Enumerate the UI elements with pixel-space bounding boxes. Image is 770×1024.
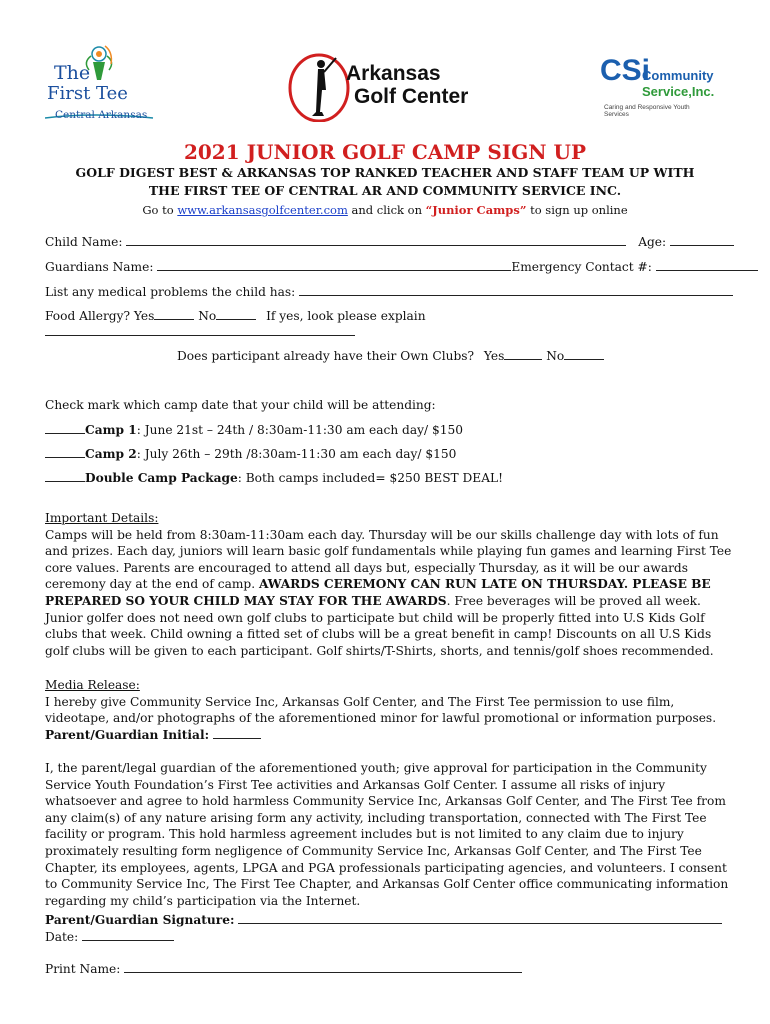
child-name-label: Child Name:	[45, 235, 123, 249]
awards-warning: AWARDS CEREMONY CAN RUN LATE ON THURSDAY. PLEASE BE PREPARED SO YOUR CHILD MAY STAY FOR THE AWARDS	[45, 577, 711, 608]
date-label: Date:	[45, 930, 79, 944]
print-name-row	[45, 961, 522, 976]
signature-row	[45, 912, 722, 927]
subtitle-line2: THE FIRST TEE OF CENTRAL AR AND COMMUNITY SERVICE INC.	[148, 183, 622, 198]
medical-label: List any medical problems the child has:	[45, 285, 296, 299]
print-name-field[interactable]	[124, 961, 522, 973]
important-text-2: . Free beverages will be proved all week. Junior golfer does not need own golf clubs to participate but child will be properly fitted into U.S Kids Golf clubs that week. Child owning a fitted set of clubs will be a great benefit in camp! Discounts on all U.S Kids golf clubs will be given to each participant. Golf shirts/T-Shirts, shorts, and tennis/golf shoes recommended.	[45, 593, 714, 658]
camp2-checkbox[interactable]	[45, 446, 85, 458]
media-release-section	[45, 677, 733, 743]
clubs-yes-field[interactable]	[504, 348, 542, 360]
own-clubs-label: Does participant already have their Own Clubs?	[177, 349, 475, 363]
emergency-contact-label: Emergency Contact #:	[511, 260, 652, 274]
agc-line1: Arkansas	[346, 62, 441, 85]
initial-field[interactable]	[213, 727, 261, 739]
date-field[interactable]	[82, 929, 174, 941]
double-camp-row	[45, 470, 503, 485]
medical-field[interactable]	[299, 284, 733, 296]
age-label: Age:	[638, 235, 667, 249]
golfer-icon	[288, 50, 350, 122]
junior-camps-text: “Junior Camps”	[425, 203, 527, 217]
arkansas-golf-center-logo	[288, 50, 488, 122]
clubs-yes-label: Yes	[483, 349, 505, 363]
important-details-section	[45, 510, 733, 659]
double-camp-name: Double Camp Package	[85, 471, 238, 485]
print-name-label: Print Name:	[45, 962, 121, 976]
liability-text: I, the parent/legal guardian of the aforementioned youth; give approval for participation in the Community Service Youth Foundation’s First Tee activities and Arkansas Golf Center. I assume all risks of injury whatsoever and agree to hold harmless Community Service Inc, Arkansas Golf Center, and The First Tee from any claim(s) of any nature arising form any activity, including transportation, connected with The First Tee facility or program. This hold harmless agreement includes but is not limited to any claim due to injury proximately resulting form negligence of Community Service Inc, Arkansas Golf Center, and The First Tee Chapter, its employees, agents, LPGA and PGA professionals participating agencies, and volunteers. I consent to Community Service Inc, The First Tee Chapter, and Arkansas Golf Center office communicating information regarding my child’s participation via the Internet.	[45, 761, 729, 908]
explain-field[interactable]	[45, 335, 355, 336]
own-clubs-row	[177, 348, 604, 363]
csi-line2: Service,Inc.	[642, 84, 715, 99]
csi-tagline: Caring and Responsive Youth Services	[604, 104, 690, 118]
signature-field[interactable]	[238, 912, 722, 924]
guardian-row	[45, 259, 758, 274]
csi-logo	[596, 44, 716, 124]
camp2-name: Camp 2	[85, 447, 137, 461]
allergy-no-label: No	[198, 309, 217, 323]
important-details-heading: Important Details:	[45, 511, 159, 525]
child-name-field[interactable]	[126, 234, 626, 246]
camp1-detail: : June 21st – 24th / 8:30am-11:30 am each day/ $150	[136, 423, 463, 437]
intro-end: to sign up online	[530, 203, 628, 217]
food-allergy-label: Food Allergy? Yes	[45, 309, 155, 323]
media-release-heading: Media Release:	[45, 678, 140, 692]
important-details-text	[45, 527, 733, 660]
media-release-text: I hereby give Community Service Inc, Arkansas Golf Center, and The First Tee permission to use film, videotape, and/or photographs of the aforementioned minor for lawful promotional or information purposes.	[45, 694, 717, 726]
important-text-1: Camps will be held from 8:30am-11:30am each day. Thursday will be our skills challenge day with lots of fun and prizes. Each day, juniors will learn basic golf fundamentals while playing fun games and learning First Tee core values. Parents are encouraged to attend all days but, especially Thursday, as it will be our awards ceremony day at the end of camp.	[45, 527, 732, 592]
first-tee-the: The	[54, 62, 91, 84]
double-camp-detail: : Both camps included= $250 BEST DEAL!	[237, 471, 504, 485]
guardians-name-field[interactable]	[157, 259, 511, 271]
intro-click-on: and click on	[351, 203, 422, 217]
initial-label: Parent/Guardian Initial:	[45, 727, 210, 742]
allergy-yes-field[interactable]	[154, 308, 194, 320]
intro-go-to: Go to	[142, 203, 174, 217]
check-mark-label: Check mark which camp date that your child will be attending:	[45, 398, 436, 412]
signature-label: Parent/Guardian Signature:	[45, 913, 235, 927]
camp1-checkbox[interactable]	[45, 422, 85, 434]
guardians-name-label: Guardians Name:	[45, 260, 154, 274]
agc-line2: Golf Center	[354, 85, 469, 108]
csi-line1: Community	[642, 68, 714, 83]
camp2-row	[45, 446, 456, 461]
camp1-name: Camp 1	[85, 423, 137, 437]
first-tee-name: First Tee	[47, 83, 128, 104]
emergency-contact-field[interactable]	[656, 259, 758, 271]
age-field[interactable]	[670, 234, 734, 246]
camp1-row	[45, 422, 463, 437]
intro-line	[0, 203, 770, 217]
first-tee-logo	[45, 40, 160, 125]
child-name-row	[45, 234, 734, 249]
subtitle-line1: GOLF DIGEST BEST & ARKANSAS TOP RANKED TEACHER AND STAFF TEAM UP WITH	[75, 165, 695, 180]
page-title: 2021 JUNIOR GOLF CAMP SIGN UP	[183, 140, 587, 164]
clubs-no-field[interactable]	[564, 348, 604, 360]
website-link[interactable]: www.arkansasgolfcenter.com	[177, 203, 348, 217]
allergy-no-field[interactable]	[216, 308, 256, 320]
explain-label: If yes, look please explain	[266, 309, 426, 323]
medical-row	[45, 284, 733, 299]
date-row	[45, 929, 174, 944]
camp2-detail: : July 26th – 29th /8:30am-11:30 am each day/ $150	[136, 447, 457, 461]
food-allergy-row	[45, 308, 426, 323]
csi-abbr: CSi	[600, 54, 651, 87]
clubs-no-label: No	[546, 349, 565, 363]
first-tee-region: Central Arkansas	[55, 109, 148, 121]
double-camp-checkbox[interactable]	[45, 470, 85, 482]
